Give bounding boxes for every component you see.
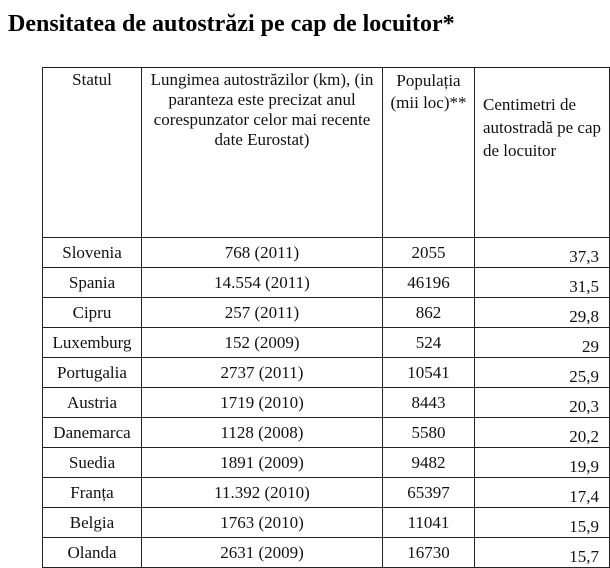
cell-density: 31,5 (475, 268, 610, 298)
table-row (43, 328, 610, 358)
cell-length: 768 (2011) (142, 238, 383, 268)
table-row (43, 448, 610, 478)
table-row (43, 538, 610, 568)
cell-country: Austria (43, 388, 142, 418)
cell-length: 1763 (2010) (142, 508, 383, 538)
cell-population: 5580 (383, 418, 475, 448)
table-row (43, 388, 610, 418)
cell-population: 2055 (383, 238, 475, 268)
cell-density: 25,9 (475, 358, 610, 388)
page-title: Densitatea de autostrăzi pe cap de locuitor* (8, 11, 455, 37)
cell-country: Olanda (43, 538, 142, 568)
cell-population: 46196 (383, 268, 475, 298)
header-density: Centimetri de autostradă pe cap de locuitor (475, 68, 610, 238)
table-row (43, 358, 610, 388)
cell-population: 524 (383, 328, 475, 358)
cell-length: 1891 (2009) (142, 448, 383, 478)
density-table (42, 67, 610, 568)
table-row (43, 418, 610, 448)
cell-population: 10541 (383, 358, 475, 388)
cell-country: Slovenia (43, 238, 142, 268)
cell-length: 2737 (2011) (142, 358, 383, 388)
cell-length: 257 (2011) (142, 298, 383, 328)
cell-country: Spania (43, 268, 142, 298)
cell-density: 19,9 (475, 448, 610, 478)
cell-length: 1719 (2010) (142, 388, 383, 418)
cell-country: Cipru (43, 298, 142, 328)
header-population: Populația (mii loc)** (383, 68, 475, 238)
cell-population: 862 (383, 298, 475, 328)
cell-population: 9482 (383, 448, 475, 478)
cell-country: Portugalia (43, 358, 142, 388)
cell-length: 1128 (2008) (142, 418, 383, 448)
header-length: Lungimea autostrăzilor (km), (in paranteza este precizat anul corespunzator celor mai recente date Eurostat) (142, 68, 383, 238)
cell-length: 14.554 (2011) (142, 268, 383, 298)
cell-country: Franța (43, 478, 142, 508)
cell-country: Danemarca (43, 418, 142, 448)
cell-density: 20,3 (475, 388, 610, 418)
cell-density: 17,4 (475, 478, 610, 508)
table-row (43, 298, 610, 328)
cell-country: Luxemburg (43, 328, 142, 358)
table-body (43, 238, 610, 568)
cell-length: 152 (2009) (142, 328, 383, 358)
cell-population: 11041 (383, 508, 475, 538)
cell-density: 29 (475, 328, 610, 358)
cell-density: 15,7 (475, 538, 610, 568)
cell-population: 8443 (383, 388, 475, 418)
table-row (43, 238, 610, 268)
header-country: Statul (43, 68, 142, 238)
cell-density: 15,9 (475, 508, 610, 538)
cell-country: Belgia (43, 508, 142, 538)
cell-country: Suedia (43, 448, 142, 478)
cell-length: 11.392 (2010) (142, 478, 383, 508)
table-header-row (43, 68, 610, 238)
table-row (43, 478, 610, 508)
cell-density: 20,2 (475, 418, 610, 448)
cell-density: 29,8 (475, 298, 610, 328)
cell-density: 37,3 (475, 238, 610, 268)
cell-population: 16730 (383, 538, 475, 568)
cell-population: 65397 (383, 478, 475, 508)
table-row (43, 268, 610, 298)
table-row (43, 508, 610, 538)
cell-length: 2631 (2009) (142, 538, 383, 568)
